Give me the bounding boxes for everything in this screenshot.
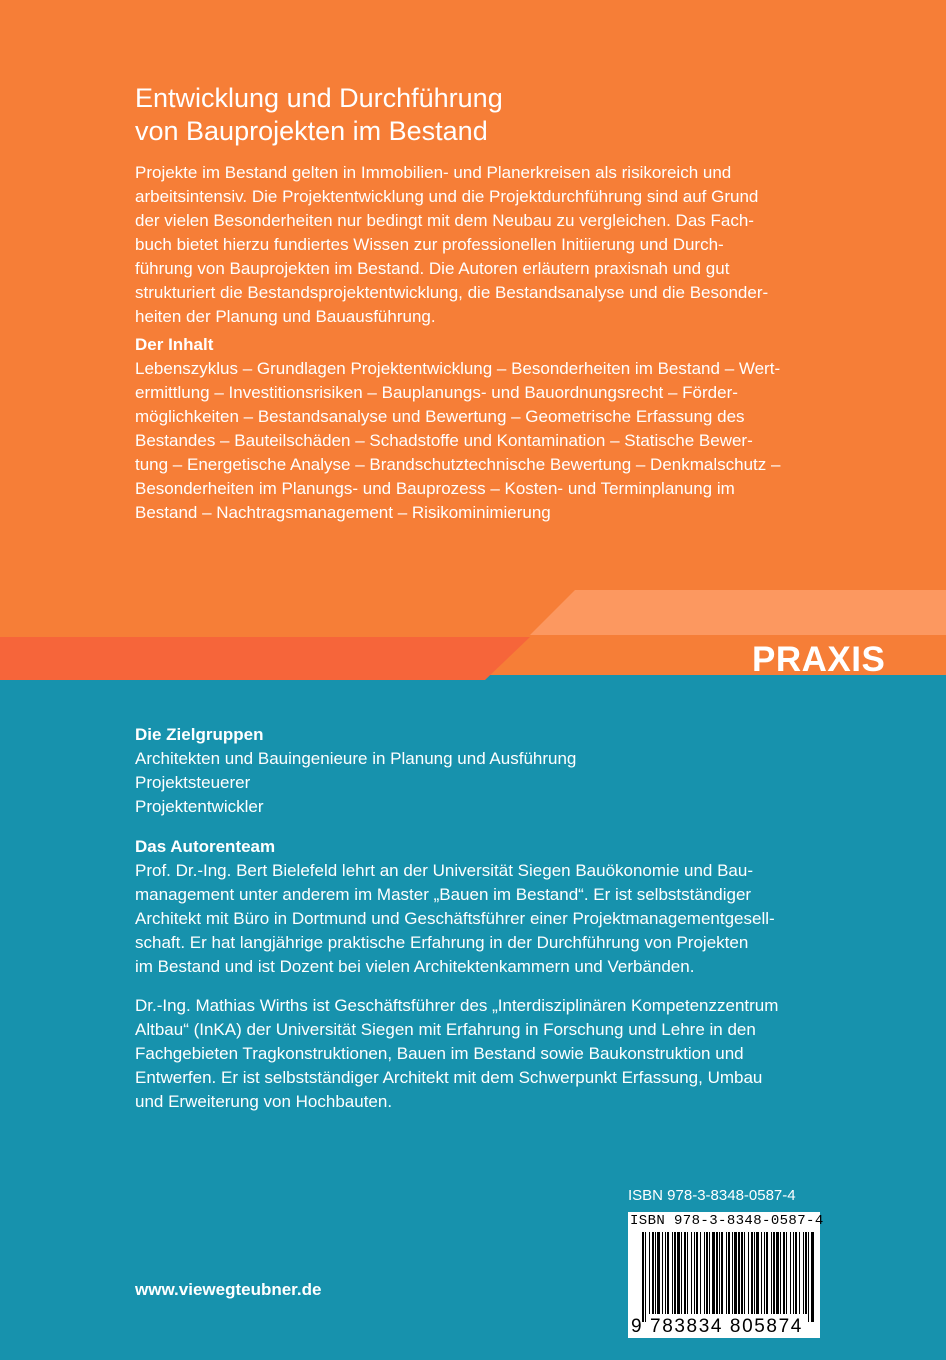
barcode-bar xyxy=(706,1232,708,1314)
text-line: im Bestand und ist Dozent bei vielen Architektenkammern und Verbänden. xyxy=(135,957,695,976)
barcode-bar xyxy=(805,1232,807,1314)
barcode-bar xyxy=(738,1232,740,1314)
barcode-bar xyxy=(694,1232,695,1314)
barcode-bar xyxy=(783,1232,785,1314)
book-title xyxy=(135,82,855,148)
text-line: Architekt mit Büro in Dortmund und Geschäftsführer einer Projektmanagementgesell- xyxy=(135,909,775,928)
barcode-bar xyxy=(677,1232,680,1314)
barcode-bar xyxy=(771,1232,772,1314)
series-label: PRAXIS xyxy=(752,640,886,679)
barcode-bar xyxy=(655,1232,656,1314)
barcode-bar xyxy=(756,1232,759,1314)
text-line: Projektsteuerer xyxy=(135,773,251,792)
authors-section xyxy=(135,835,825,979)
barcode-bar xyxy=(642,1232,644,1322)
text-line: Prof. Dr.-Ing. Bert Bielefeld lehrt an der Universität Siegen Bauökonomie und Bau- xyxy=(135,861,754,880)
text-line: möglichkeiten – Bestandsanalyse und Bewertung – Geometrische Erfassung des xyxy=(135,407,745,426)
text-line: Projektentwickler xyxy=(135,797,264,816)
text-line: Altbau“ (InKA) der Universität Siegen mit Erfahrung in Forschung und Lehre in den xyxy=(135,1020,756,1039)
barcode-bar xyxy=(732,1232,733,1314)
audience-section xyxy=(135,723,825,819)
barcode-bar xyxy=(764,1232,765,1314)
barcode-bar xyxy=(696,1232,698,1314)
barcode-bar xyxy=(665,1232,666,1314)
barcode-bar xyxy=(776,1232,779,1314)
barcode-bar xyxy=(808,1232,809,1322)
barcode-bar xyxy=(652,1232,654,1314)
title-line-1: Entwicklung und Durchführung xyxy=(135,83,503,113)
barcode-bar xyxy=(766,1232,768,1314)
barcode-bar xyxy=(728,1232,730,1314)
barcode-bar xyxy=(734,1232,737,1314)
text-line: Bestand – Nachtragsmanagement – Risikominimierung xyxy=(135,503,551,522)
text-line: management unter anderem im Master „Bauen im Bestand“. Er ist selbstständiger xyxy=(135,885,752,904)
barcode-bar xyxy=(684,1232,686,1314)
isbn-label: ISBN 978-3-8348-0587-4 xyxy=(628,1187,796,1204)
barcode-bar xyxy=(744,1232,745,1314)
barcode-bar xyxy=(712,1232,715,1314)
barcode-bar xyxy=(795,1232,797,1314)
barcode-bar xyxy=(811,1232,814,1322)
barcode-digits: 9 783834 805874 xyxy=(631,1316,803,1337)
text-line: Bestandes – Bauteilschäden – Schadstoffe und Kontamination – Statische Bewer- xyxy=(135,431,753,450)
barcode-bar xyxy=(780,1232,781,1314)
text-line: tung – Energetische Analyse – Brandschutztechnische Bewertung – Denkmalschutz – xyxy=(135,455,781,474)
intro-text xyxy=(135,161,825,329)
barcode-bar xyxy=(645,1232,646,1322)
barcode-bar xyxy=(793,1232,794,1314)
barcode-bar xyxy=(687,1232,688,1314)
barcode-bar xyxy=(721,1232,723,1314)
text-line: Projekte im Bestand gelten in Immobilien- und Planerkreisen als risikoreich und xyxy=(135,163,732,182)
barcode-bar xyxy=(741,1232,743,1314)
barcode-bar xyxy=(726,1232,727,1314)
barcode-bar xyxy=(719,1232,720,1314)
barcode-bar xyxy=(700,1232,701,1314)
title-line-2: von Bauprojekten im Bestand xyxy=(135,116,488,146)
barcode-bar xyxy=(672,1232,673,1314)
barcode-bar xyxy=(716,1232,718,1314)
text-line: Besonderheiten im Planungs- und Bauprozess – Kosten- und Terminplanung im xyxy=(135,479,735,498)
barcode-bar xyxy=(754,1232,755,1314)
text-line: schaft. Er hat langjährige praktische Erfahrung in der Durchführung von Projekten xyxy=(135,933,749,952)
barcode-bar xyxy=(649,1232,650,1314)
text-line: Dr.-Ing. Mathias Wirths ist Geschäftsführer des „Interdisziplinären Kompetenzzentrum xyxy=(135,996,779,1015)
barcode-bar xyxy=(709,1232,710,1314)
contents-heading: Der Inhalt xyxy=(135,335,214,354)
barcode-bar xyxy=(773,1232,775,1314)
barcode-bar xyxy=(657,1232,660,1314)
barcode-bar xyxy=(803,1232,804,1314)
audience-heading: Die Zielgruppen xyxy=(135,725,264,744)
text-line: der vielen Besonderheiten nur bedingt mit dem Neubau zu vergleichen. Das Fach- xyxy=(135,211,754,230)
author2-section xyxy=(135,994,825,1114)
text-line: arbeitsintensiv. Die Projektentwicklung und die Projektdurchführung sind auf Grund xyxy=(135,187,759,206)
barcode-bar xyxy=(674,1232,676,1314)
text-line: Lebenszyklus – Grundlagen Projektentwicklung – Besonderheiten im Bestand – Wert- xyxy=(135,359,781,378)
barcode-isbn: ISBN 978-3-8348-0587-4 xyxy=(630,1213,824,1229)
barcode-bar xyxy=(691,1232,692,1314)
text-line: buch bietet hierzu fundiertes Wissen zur professionellen Initiierung und Durch- xyxy=(135,235,724,254)
barcode-bar xyxy=(790,1232,791,1314)
barcode-bar xyxy=(751,1232,753,1314)
text-line: und Erweiterung von Hochbauten. xyxy=(135,1092,393,1111)
barcode-bar xyxy=(667,1232,669,1314)
contents-section xyxy=(135,333,825,525)
authors-heading: Das Autorenteam xyxy=(135,837,276,856)
barcode-bar xyxy=(704,1232,705,1314)
barcode-bar xyxy=(786,1232,787,1314)
barcode-bar xyxy=(662,1232,663,1314)
barcode-bar xyxy=(761,1232,762,1314)
text-line: führung von Bauprojekten im Bestand. Die Autoren erläutern praxisnah und gut xyxy=(135,259,730,278)
text-line: Architekten und Bauingenieure in Planung und Ausführung xyxy=(135,749,577,768)
text-line: heiten der Planung und Bauausführung. xyxy=(135,307,436,326)
barcode-bar xyxy=(748,1232,749,1314)
text-line: ermittlung – Investitionsrisiken – Bauplanungs- und Bauordnungsrecht – Förder- xyxy=(135,383,738,402)
publisher-url: www.viewegteubner.de xyxy=(135,1280,322,1299)
text-line: Fachgebieten Tragkonstruktionen, Bauen im Bestand sowie Baukonstruktion und xyxy=(135,1044,744,1063)
text-line: Entwerfen. Er ist selbstständiger Architekt mit dem Schwerpunkt Erfassung, Umbau xyxy=(135,1068,763,1087)
barcode-bar xyxy=(681,1232,682,1314)
barcode-bar xyxy=(799,1232,800,1314)
text-line: strukturiert die Bestandsprojektentwicklung, die Bestandsanalyse und die Besonder- xyxy=(135,283,769,302)
barcode xyxy=(628,1212,824,1338)
